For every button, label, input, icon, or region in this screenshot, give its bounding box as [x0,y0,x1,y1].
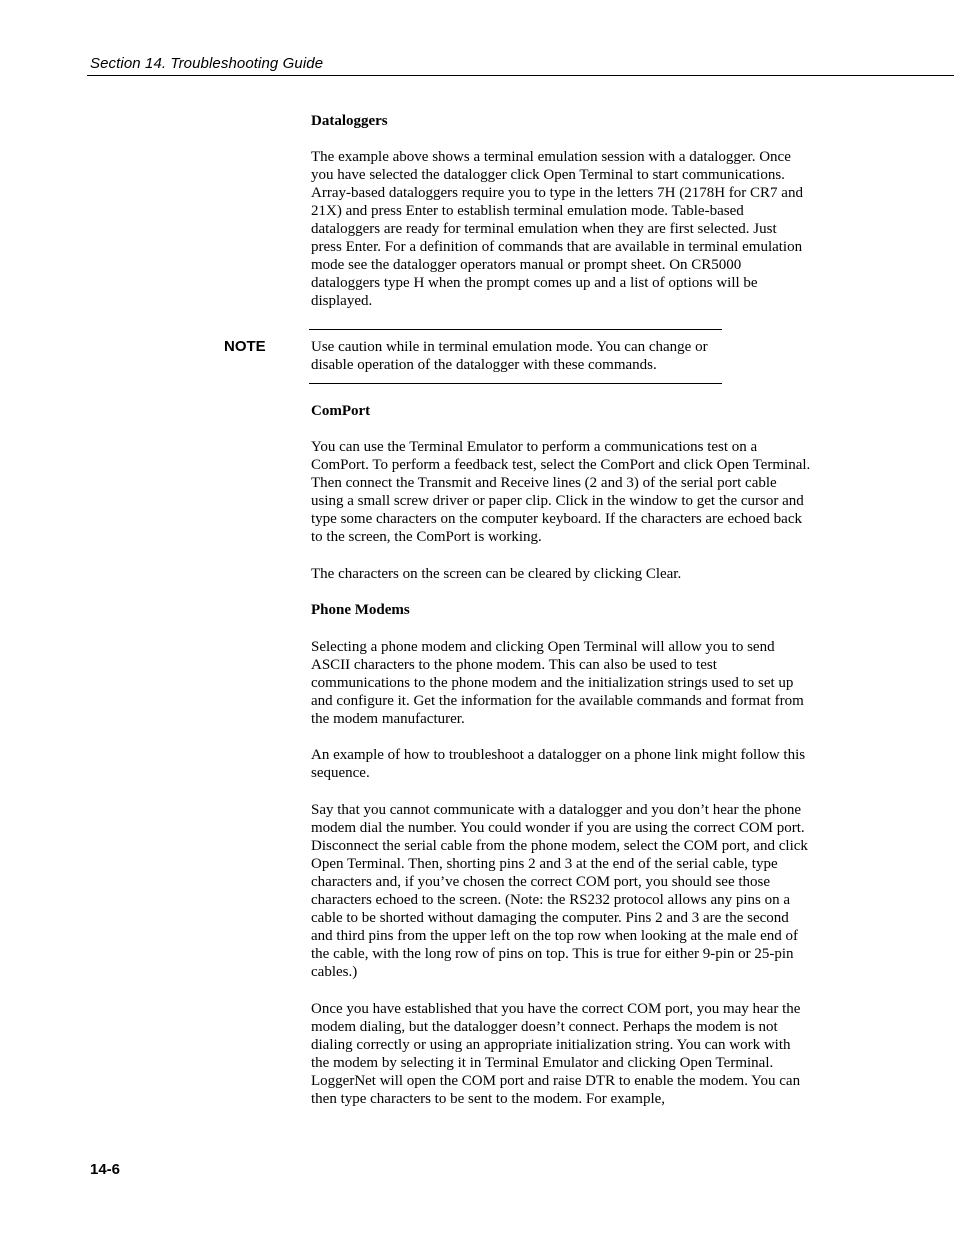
dataloggers-paragraph: The example above shows a terminal emulation session with a datalogger. Once you have selected the datalogger click Open Terminal to start communications. Array-based dataloggers require you to type in the letters 7H (2178H for CR7 and 21X) and press Enter to establish terminal emulation mode. Table-based dataloggers are ready for terminal emulation when they are first selected. Just press Enter. For a definition of commands that are available in terminal emulation mode see the datalogger operators manual or prompt sheet. On CR5000 dataloggers type H when the prompt comes up and a list of options will be displayed. [311,149,803,309]
comport-paragraph-1: You can use the Terminal Emulator to perform a communications test on a ComPort. To perform a feedback test, select the ComPort and click Open Terminal. Then connect the Transmit and Receive lines (2 and 3) of the serial port cable using a small screw driver or paper clip. Click in the window to get the cursor and type some characters on the computer keyboard. If the characters are echoed back to the screen, the ComPort is working. [311,439,811,545]
comport-paragraph-2: The characters on the screen can be cleared by clicking Clear. [311,566,682,582]
phone-modems-paragraph-2: An example of how to troubleshoot a datalogger on a phone link might follow this sequence. [311,747,806,781]
phone-modems-paragraph-4: Once you have established that you have the correct COM port, you may hear the modem dialing, but the datalogger doesn’t connect. Perhaps the modem is not dialing correctly or using an appropriate initialization string. You can work with the modem by selecting it in Terminal Emulator and clicking Open Terminal. LoggerNet will open the COM port and raise DTR to enable the modem. You can then type characters to be sent to the modem. For example, [311,1001,801,1107]
note-text: Use caution while in terminal emulation mode. You can change or disable operation of the datalogger with these commands. [311,339,708,373]
comport-heading: ComPort [311,403,371,419]
running-header: Section 14. Troubleshooting Guide [90,55,324,72]
phone-modems-paragraph-3: Say that you cannot communicate with a datalogger and you don’t hear the phone modem dial the number. You could wonder if you are using the correct COM port. Disconnect the serial cable from the phone modem, select the COM port, and click Open Terminal. Then, shorting pins 2 and 3 at the end of the serial cable, type characters and, if you’ve chosen the correct COM port, you should see those characters echoed to the screen. (Note: the RS232 protocol allows any pins on a cable to be shorted without damaging the computer. Pins 2 and 3 are the second and third pins from the upper left on the top row when looking at the male end of the cable, with the long row of pins on top. This is true for either 9-pin or 25-pin cables.) [311,802,808,980]
header-rule [87,75,954,76]
dataloggers-heading: Dataloggers [311,113,388,129]
phone-modems-paragraph-1: Selecting a phone modem and clicking Open Terminal will allow you to send ASCII characters to the phone modem. This can also be used to test communications to the phone modem and the initialization strings used to set up and configure it. Get the information for the available commands and format from the modem manufacturer. [311,639,804,727]
comport-section [311,402,811,1108]
note-bottom-rule [309,383,722,384]
note-top-rule [309,329,722,330]
dataloggers-section [311,112,811,310]
page-number: 14-6 [90,1161,121,1178]
note-label: NOTE [224,338,266,355]
phone-modems-heading: Phone Modems [311,602,410,618]
